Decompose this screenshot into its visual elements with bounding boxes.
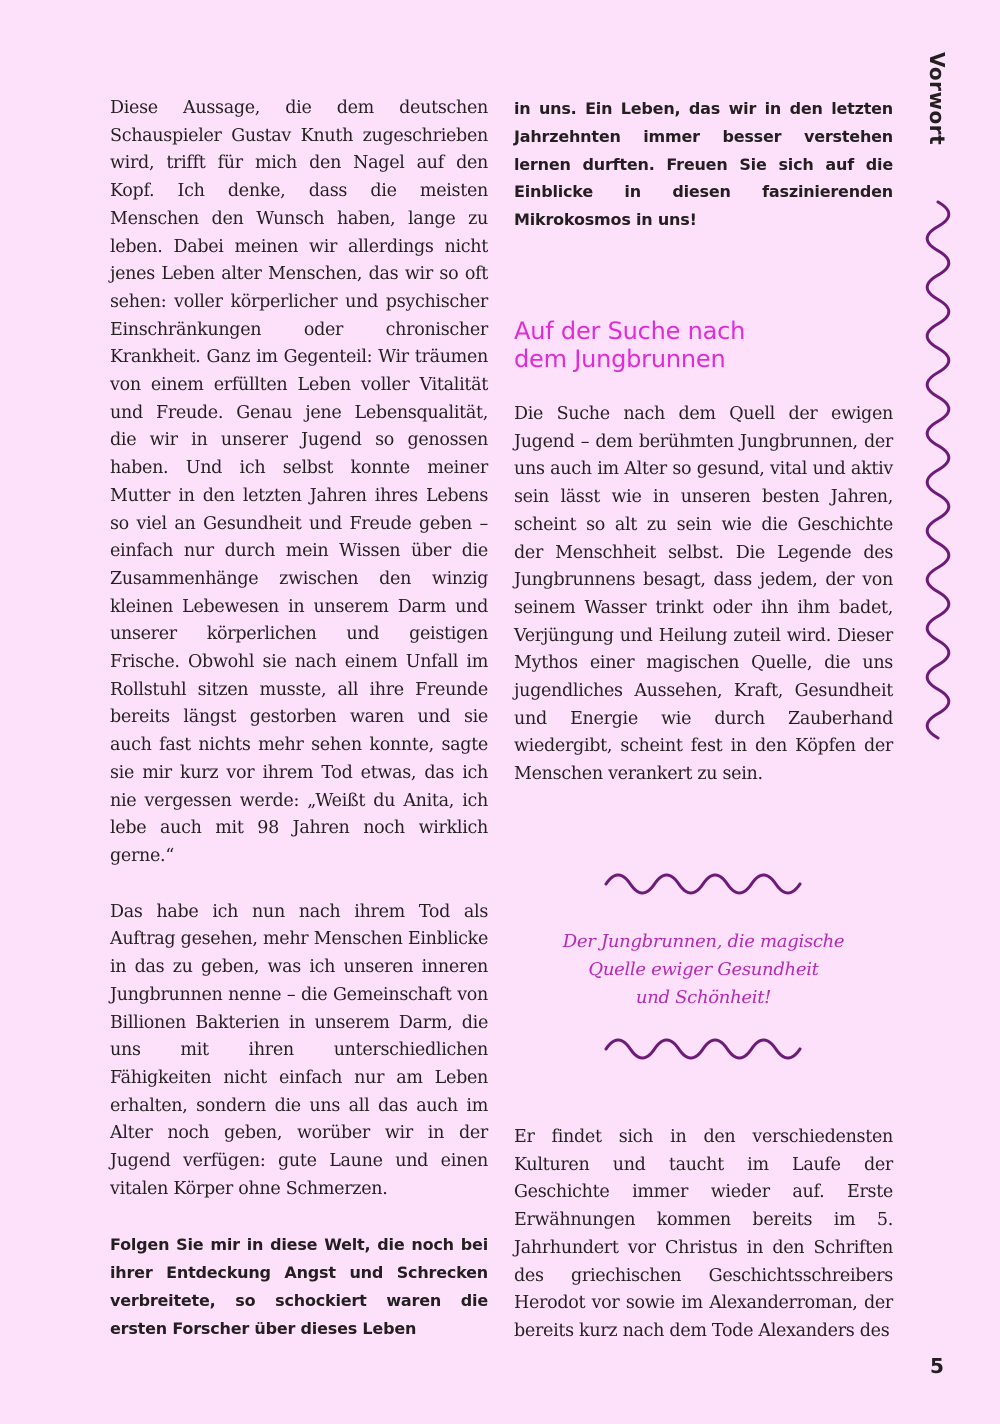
pull-quote-line-2: Quelle ewiger Gesundheit	[588, 959, 819, 980]
section-heading	[514, 317, 893, 373]
left-bold-paragraph: Folgen Sie mir in diese Welt, die noch bei ihrer Entdeckung Angst und Schrecken verbreitete, so schockiert waren die ersten Forscher über dieses Leben	[110, 1235, 488, 1338]
left-paragraph-2: Das habe ich nun nach ihrem Tod als Auftrag gesehen, mehr Menschen Einblicke in das zu geben, was ich unseren inneren Jungbrunnen nenne – die Gemeinschaft von Billionen Bakterien in unserem Darm, die uns mit ihren unterschiedlichen Fähigkeiten nicht einfach nur am Leben erhalten, sondern die uns all das auch im Alter noch geben, worüber wir in der Jugend verfügen: gute Laune und einen vitalen Körper ohne Schmerzen.	[110, 901, 488, 1199]
vertical-wave-decoration-icon	[922, 200, 954, 740]
right-bold-continuation: in uns. Ein Leben, das wir in den letzten Jahrzehnten immer besser verstehen lernen durften. Freuen Sie sich auf die Einblicke in diesen faszinierenden Mikrokosmos in uns!	[514, 99, 893, 230]
quote-top-wave-icon	[604, 873, 802, 895]
left-column	[110, 95, 488, 1343]
section-heading-line-1: Auf der Suche nach	[514, 317, 746, 345]
left-paragraph-1: Diese Aussage, die dem deutschen Schauspieler Gustav Knuth zugeschrieben wird, trifft für mich den Nagel auf den Kopf. Ich denke, dass die meisten Menschen den Wunsch haben, lange zu leben. Dabei meinen wir allerdings nicht jenes Leben alter Menschen, das wir so oft sehen: voller körperlicher und psychischer Einschränkungen oder chronischer Krankheit. Ganz im Gegenteil: Wir träumen von einem erfüllten Leben voller Vitalität und Freude. Genau jene Lebensqualität, die wir in unserer Jugend so genossen haben. Und ich selbst konnte meiner Mutter in den letzten Jahren ihres Lebens so viel an Gesundheit und Freude geben – einfach nur durch mein Wissen über die Zusammenhänge zwischen den winzig kleinen Lebewesen in unserem Darm und unserer körperlichen und geistigen Frische. Obwohl sie nach einem Unfall im Rollstuhl sitzen musste, all ihre Freunde bereits längst gestorben waren und sie auch fast nichts mehr sehen konnte, sagte sie mir kurz vor ihrem Tod etwas, das ich nie vergessen werde: „Weißt du Anita, ich lebe auch mit 98 Jahren noch wirklich gerne.“	[110, 98, 488, 866]
page-number: 5	[930, 1354, 944, 1378]
pull-quote-line-3: und Schönheit!	[635, 987, 772, 1008]
right-paragraph-2: Er findet sich in den verschiedensten Kulturen und taucht im Laufe der Geschichte immer wieder auf. Erste Erwähnungen kommen bereits im 5. Jahrhundert vor Christus in den Schriften des griechischen Geschichtsschreibers Herodot vor sowie im Alexanderroman, der bereits kurz nach dem Tode Alexanders des	[514, 1127, 893, 1341]
right-paragraph-1: Die Suche nach dem Quell der ewigen Jugend – dem berühmten Jungbrunnen, der uns auch im Alter so gesund, vital und aktiv sein lässt wie in unseren besten Jahren, scheint so alt zu sein wie die Geschichte der Menschheit selbst. Die Legende des Jungbrunnens besagt, dass jedem, der von seinem Wasser trinkt oder ihn ihm badet, Verjüngung und Heilung zuteil wird. Dieser Mythos einer magischen Quelle, die uns jugendliches Aussehen, Kraft, Gesundheit und Energie wie durch Zauberhand wiedergibt, scheint fest in den Köpfen der Menschen verankert zu sein.	[514, 404, 893, 785]
quote-bottom-wave-icon	[604, 1038, 802, 1060]
pull-quote-line-1: Der Jungbrunnen, die magische	[562, 931, 845, 952]
pull-quote	[514, 928, 893, 1012]
chapter-label	[922, 52, 956, 152]
chapter-label-text: Vorwort	[925, 52, 949, 146]
section-heading-line-2: dem Jungbrunnen	[514, 345, 726, 373]
